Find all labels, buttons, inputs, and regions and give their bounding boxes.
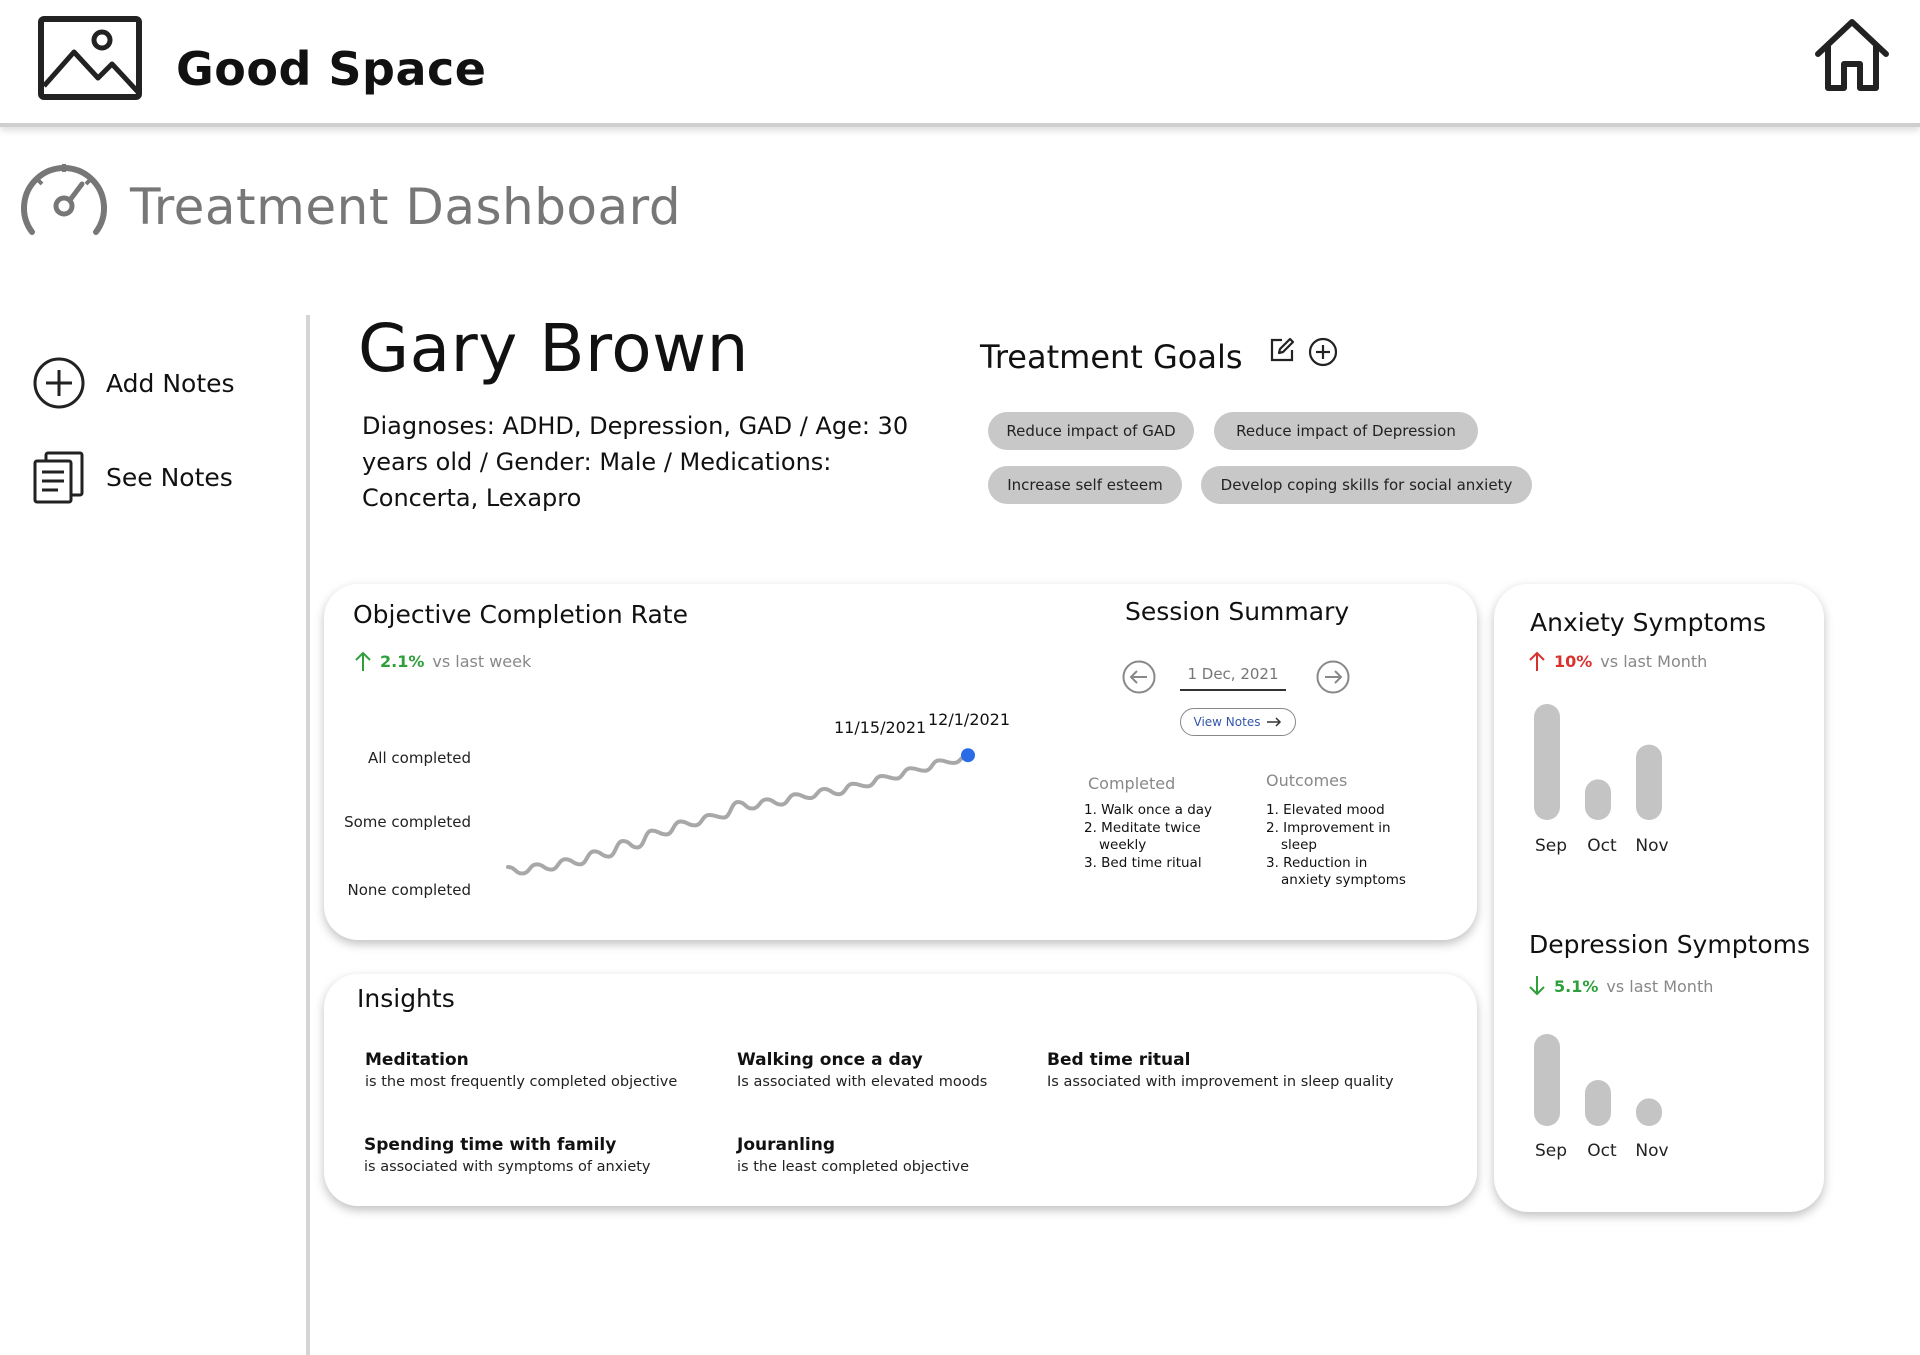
arrow-up-icon xyxy=(1528,650,1546,672)
arrow-left-circle-icon xyxy=(1122,660,1156,694)
bar-sep xyxy=(1534,704,1560,820)
completed-list xyxy=(1084,802,1244,872)
goal-chip[interactable]: Reduce impact of Depression xyxy=(1214,412,1478,450)
insight-sub: Is associated with improvement in sleep quality xyxy=(1047,1074,1394,1090)
session-date-field[interactable]: 1 Dec, 2021 xyxy=(1180,665,1286,691)
bar-label: Sep xyxy=(1534,836,1568,856)
app-name: Good Space xyxy=(176,42,487,96)
list-item: weekly xyxy=(1099,837,1147,853)
home-icon[interactable] xyxy=(1812,14,1892,94)
treatment-goals-title: Treatment Goals xyxy=(980,338,1243,376)
sidebar-item-label: See Notes xyxy=(106,462,233,492)
insight-item xyxy=(737,1135,969,1175)
next-session-button[interactable] xyxy=(1316,660,1350,694)
sidebar-item-add-notes[interactable] xyxy=(32,356,235,410)
list-item: 2. Meditate twice xyxy=(1084,819,1201,836)
goal-chip[interactable]: Reduce impact of GAD xyxy=(988,412,1194,450)
arrow-down-icon xyxy=(1528,975,1546,997)
bar-label: Oct xyxy=(1587,836,1617,856)
list-item: 2. Improvement in xyxy=(1266,819,1391,836)
anxiety-trend-text: vs last Month xyxy=(1600,651,1708,671)
page-title: Treatment Dashboard xyxy=(130,178,682,236)
add-goal-icon[interactable] xyxy=(1308,337,1338,367)
list-item: sleep xyxy=(1281,837,1317,853)
insight-head: Walking once a day xyxy=(737,1050,923,1070)
image-logo-icon[interactable] xyxy=(38,16,142,100)
insight-head: Jouranling xyxy=(737,1135,835,1155)
list-item: anxiety symptoms xyxy=(1281,872,1406,888)
anxiety-bar-chart xyxy=(1520,700,1680,820)
bar-oct xyxy=(1585,1080,1611,1126)
objective-trend-text: vs last week xyxy=(432,651,532,671)
list-item: 1. Walk once a day xyxy=(1084,802,1213,818)
sidebar-item-label: Add Notes xyxy=(106,368,235,398)
depression-trend-value: 5.1% xyxy=(1554,976,1599,996)
insight-item xyxy=(1047,1050,1394,1090)
objective-completion-title: Objective Completion Rate xyxy=(353,600,688,629)
depression-trend xyxy=(1528,975,1713,997)
depression-bar-chart xyxy=(1520,1030,1680,1130)
completion-latest-point xyxy=(961,748,975,762)
insight-head: Meditation xyxy=(365,1050,469,1070)
bar-label: Nov xyxy=(1635,1141,1669,1161)
completed-heading: Completed xyxy=(1088,774,1176,793)
insight-sub: Is associated with elevated moods xyxy=(737,1074,988,1090)
depression-trend-text: vs last Month xyxy=(1606,976,1714,996)
date-label-start: 11/15/2021 xyxy=(834,718,927,737)
insights-title: Insights xyxy=(357,984,455,1013)
session-summary-title: Session Summary xyxy=(1125,597,1350,626)
bar-label: Sep xyxy=(1534,1141,1568,1161)
goal-chip[interactable]: Increase self esteem xyxy=(988,466,1182,504)
patient-name: Gary Brown xyxy=(358,310,749,387)
insight-head: Spending time with family xyxy=(364,1135,617,1155)
sidebar-divider xyxy=(306,315,310,1355)
arrow-right-circle-icon xyxy=(1316,660,1350,694)
view-notes-label: View Notes xyxy=(1193,715,1261,729)
y-axis-label-some: Some completed xyxy=(344,813,471,831)
goal-chip[interactable]: Develop coping skills for social anxiety xyxy=(1201,466,1532,504)
insight-item xyxy=(737,1050,987,1090)
notes-icon xyxy=(32,450,86,504)
insight-item xyxy=(364,1135,651,1175)
anxiety-title: Anxiety Symptoms xyxy=(1530,608,1766,637)
list-item: 3. Bed time ritual xyxy=(1084,854,1202,871)
bar-oct xyxy=(1585,779,1611,820)
completion-line xyxy=(508,755,968,873)
bar-nov xyxy=(1636,745,1662,820)
anxiety-trend-value: 10% xyxy=(1554,651,1593,671)
arrow-right-icon xyxy=(1266,717,1282,727)
list-item: 3. Reduction in xyxy=(1266,854,1368,871)
outcomes-list xyxy=(1266,802,1436,890)
plus-circle-icon xyxy=(32,356,86,410)
insight-sub: is the most frequently completed objective xyxy=(365,1074,678,1090)
list-item: 1. Elevated mood xyxy=(1266,802,1385,818)
insight-sub: is associated with symptoms of anxiety xyxy=(364,1159,651,1175)
insight-sub: is the least completed objective xyxy=(737,1159,970,1175)
bar-nov xyxy=(1636,1098,1662,1126)
depression-title: Depression Symptoms xyxy=(1529,930,1811,959)
edit-icon[interactable] xyxy=(1268,336,1296,364)
patient-info: Diagnoses: ADHD, Depression, GAD / Age: 30 years old / Gender: Male / Medications: Concerta, Lexapro xyxy=(362,412,909,512)
bar-label: Oct xyxy=(1587,1141,1617,1161)
bar-label: Nov xyxy=(1635,836,1669,856)
objective-trend xyxy=(354,650,531,672)
objective-completion-chart xyxy=(500,730,980,900)
prev-session-button[interactable] xyxy=(1122,660,1156,694)
insight-head: Bed time ritual xyxy=(1047,1050,1191,1070)
date-label-end: 12/1/2021 xyxy=(928,710,1011,729)
dashboard-gauge-icon xyxy=(18,156,110,240)
arrow-up-icon xyxy=(354,650,372,672)
objective-trend-value: 2.1% xyxy=(380,651,425,671)
outcomes-heading: Outcomes xyxy=(1266,771,1348,790)
anxiety-trend xyxy=(1528,650,1707,672)
insight-item xyxy=(365,1050,677,1090)
sidebar-item-see-notes[interactable] xyxy=(32,450,233,504)
y-axis-label-all: All completed xyxy=(368,749,471,767)
bar-sep xyxy=(1534,1034,1560,1126)
view-notes-button[interactable] xyxy=(1180,708,1296,736)
y-axis-label-none: None completed xyxy=(347,881,471,899)
